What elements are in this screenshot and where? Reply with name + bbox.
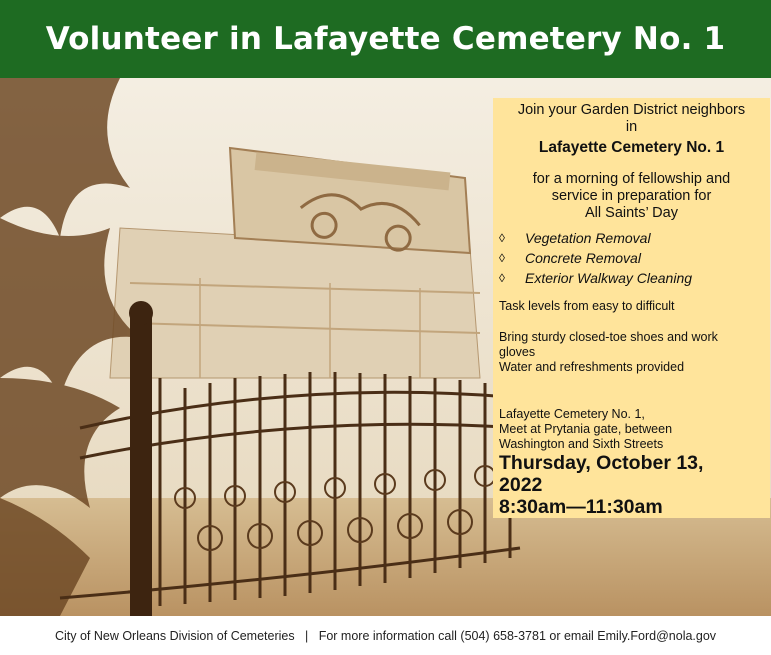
footer-text: City of New Orleans Division of Cemeteries | For more information call (504) 658-3781 or email Emily.Ford@nola.gov [54, 628, 717, 643]
diamond-bullet-icon: ◊ [499, 271, 505, 285]
task-list [499, 228, 770, 288]
event-date-line-1: Thursday, October 13, [499, 452, 704, 474]
cemetery-name: Lafayette Cemetery No. 1 [538, 139, 725, 156]
provided-text: Water and refreshments provided [499, 360, 685, 374]
location-line-2: Meet at Prytania gate, between [499, 422, 673, 436]
intro-line-1: Join your Garden District neighbors [517, 102, 746, 118]
intro-line-2: in [625, 119, 638, 135]
footer-contact [0, 616, 771, 655]
task-label: Exterior Walkway Cleaning [525, 270, 693, 286]
location-line-3: Washington and Sixth Streets [499, 437, 664, 451]
diamond-bullet-icon: ◊ [499, 231, 505, 245]
purpose-line-3: All Saints’ Day [585, 205, 678, 221]
purpose-line-2: service in preparation for [551, 188, 712, 204]
list-item [499, 268, 770, 288]
bring-line-2: gloves [499, 345, 536, 359]
location-line-1: Lafayette Cemetery No. 1, [499, 407, 645, 421]
fence-post [130, 318, 152, 616]
event-date-line-2: 2022 [499, 474, 543, 496]
page-title: Volunteer in Lafayette Cemetery No. 1 [45, 21, 726, 57]
event-info-panel [493, 98, 770, 518]
title-banner [0, 0, 771, 78]
event-time: 8:30am—11:30am [499, 496, 663, 518]
task-label: Vegetation Removal [525, 230, 651, 246]
list-item [499, 228, 770, 248]
list-item [499, 248, 770, 268]
purpose-line-1: for a morning of fellowship and [532, 171, 731, 187]
bring-line-1: Bring sturdy closed-toe shoes and work [499, 330, 718, 344]
task-levels: Task levels from easy to difficult [499, 299, 675, 313]
diamond-bullet-icon: ◊ [499, 251, 505, 265]
task-label: Concrete Removal [525, 250, 641, 266]
